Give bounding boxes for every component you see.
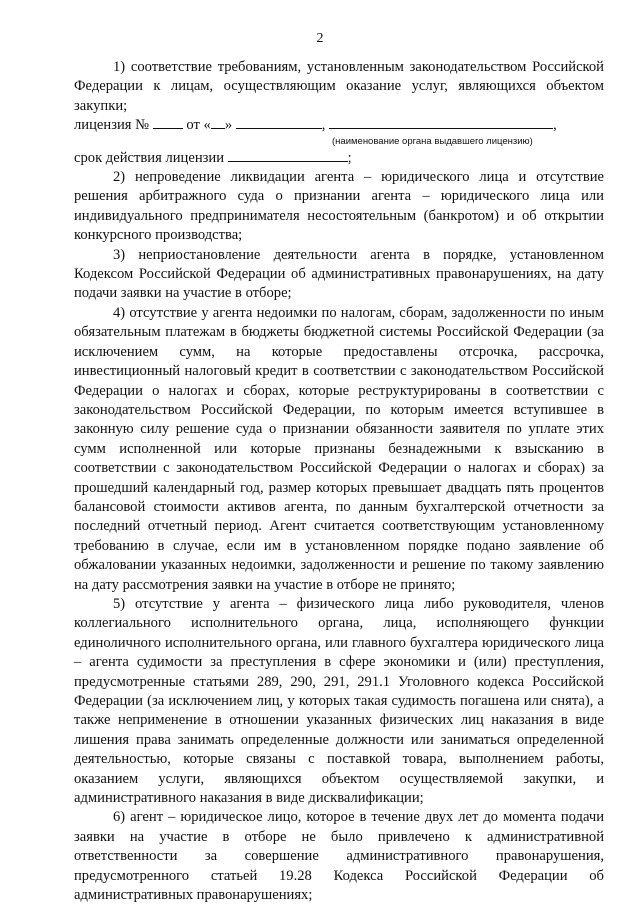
- license-authority-blank: [329, 116, 553, 129]
- license-day-blank: [211, 116, 225, 129]
- license-validity-line: [74, 149, 604, 168]
- license-number-blank: [153, 116, 183, 129]
- item-2-no-liquidation: 2) непроведение ликвидации агента – юридического лица и отсутствие решения арбитражного суда о признании агента – юридического лица или индивидуального предпринимателя несостоятельным (банкротом) и об открытии конкурсного производства;: [74, 169, 604, 244]
- item-1-compliance: 1) соответствие требованиям, установленным законодательством Российской Федерации к лицам, осуществляющим оказание услуг, являющихся объектом закупки;: [74, 59, 604, 114]
- item-6-no-administrative-liability: 6) агент – юридическое лицо, которое в течение двух лет до момента подачи заявки на участие в отборе не было привлечено к административной ответственности за совершение административного правонарушения, предусмотренного статьей 19.28 Кодекса Российской Федерации об административных правонарушениях;: [74, 809, 604, 904]
- item-4-no-arrears: 4) отсутствие у агента недоимки по налогам, сборам, задолженности по иным обязательным платежам в бюджеты бюджетной системы Российской Федерации (за исключением сумм, на которые предоставлены отсрочка, рассрочка, инвестиционный налоговый кредит в соответствии с законодательством Российской Федерации о налогах и сборах, которые реструктурированы в соответствии с законодательством Российской Федерации, по которым имеется вступившее в законную силу решение суда о признании обязанности заявителя по уплате этих сумм исполненной или которые признаны безнадежными к взысканию в соответствии с законодательством Российской Федерации о налогах и сборах) за прошедший календарный год, размер которых превышает двадцать пять процентов балансовой стоимости активов агента, по данным бухгалтерской отчетности за последний отчетный период. Агент считается соответствующим установленному требованию в случае, если им в установленном порядке подано заявление об обжаловании указанных недоимки, задолженности и решение по такому заявлению на дату рассмотрения заявки на участие в отборе не принято;: [74, 304, 604, 593]
- item-5-no-criminal-record: 5) отсутствие у агента – физического лица либо руководителя, членов коллегиального исполнительного органа, лица, исполняющего функции единоличного исполнительного органа, или главного бухгалтера юридического лица – агента судимости за преступления в сфере экономики и (или) преступления, предусмотренные статьями 289, 290, 291, 291.1 Уголовного кодекса Российской Федерации (за исключением лиц, у которых такая судимость погашена или снята), а также неприменение в отношении указанных физических лиц наказания в виде лишения права занимать определенные должности или заниматься определенной деятельностью, которые связаны с поставкой товара, выполнением работы, оказанием услуги, являющихся объектом осуществляемой закупки, и административного наказания в виде дисквалификации;: [74, 595, 604, 807]
- page-number: 2: [316, 31, 324, 46]
- license-from: от «: [186, 117, 211, 134]
- license-end: ,: [553, 117, 557, 134]
- license-prefix: лицензия №: [74, 117, 150, 134]
- item-3-no-suspension: 3) неприостановление деятельности агента в порядке, установленном Кодексом Российской Федерации об административных правонарушениях, на дату подачи заявки на участие в отборе;: [74, 246, 604, 302]
- license-caption-row: [74, 136, 604, 149]
- license-quote-close: »: [224, 117, 233, 134]
- license-validity-blank: [228, 149, 348, 162]
- document-body: [74, 58, 604, 905]
- license-authority-caption: (наименование органа выдавшего лицензию): [332, 135, 533, 147]
- license-validity-end: ;: [347, 149, 352, 166]
- license-validity-label: срок действия лицензии: [74, 149, 225, 166]
- license-month-year-blank: [236, 116, 322, 129]
- license-comma: ,: [321, 117, 326, 134]
